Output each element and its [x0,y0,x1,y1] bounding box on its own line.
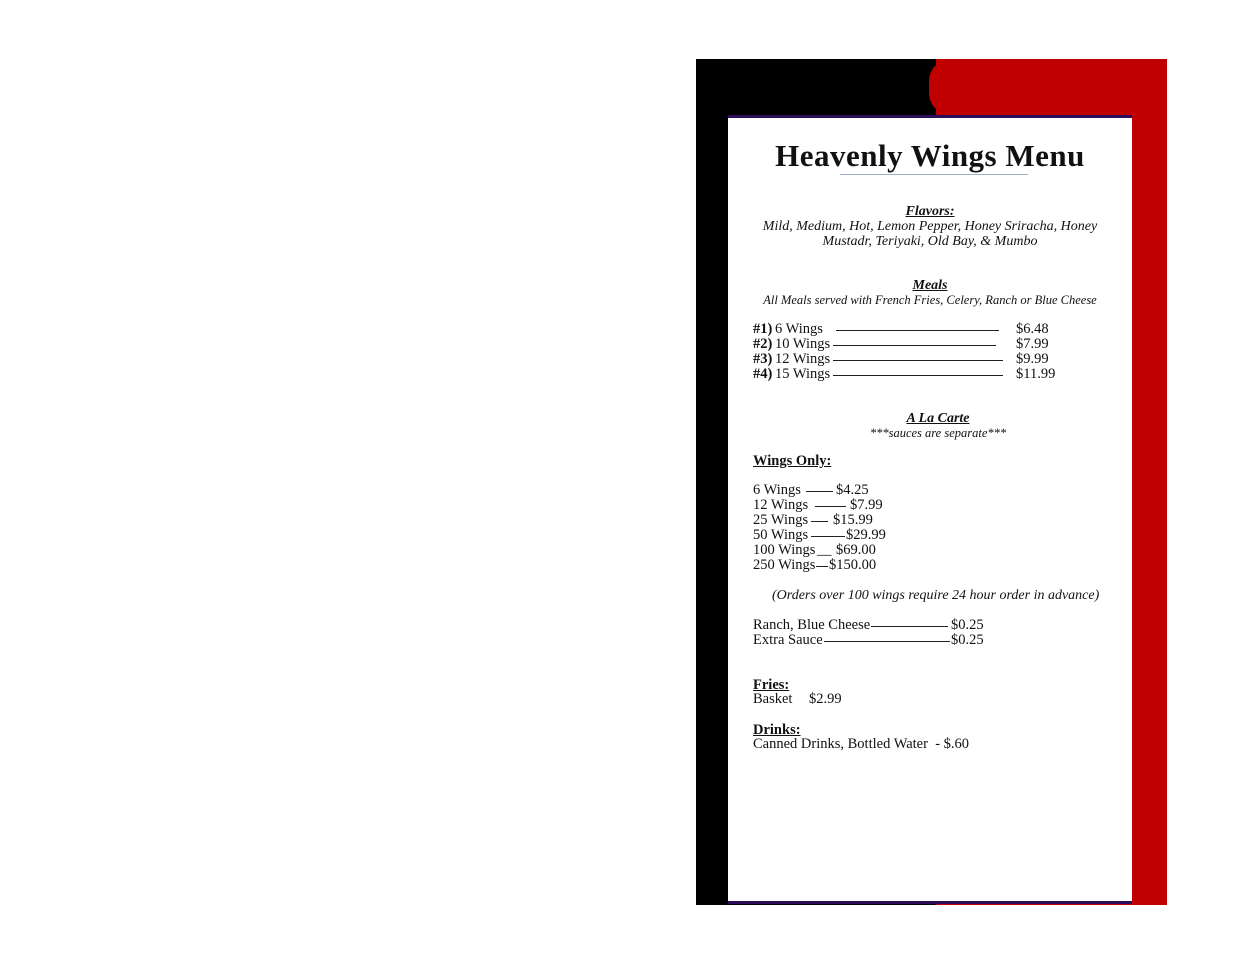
meal-number: #4) [753,366,773,382]
meal-price: $6.48 [1016,321,1049,337]
wings-price: $150.00 [829,557,877,573]
wings-label: 12 Wings [753,497,809,513]
leader-line [806,491,833,492]
flavors-line-2: Mustadr, Teriyaki, Old Bay, & Mumbo [822,234,1038,249]
menu-sheet [728,115,1132,904]
leader-line [833,375,1003,376]
wings-price: $15.99 [833,512,873,528]
wings-separator: __ [817,542,832,558]
drinks-item: Canned Drinks, Bottled Water - $.60 [753,736,970,752]
leader-line [833,345,996,346]
meal-number: #2) [753,336,773,352]
leader-line [836,330,999,331]
extra-price: $0.25 [951,632,984,648]
leader-line [871,626,948,627]
meals-heading: Meals [912,278,948,293]
title-underline [840,174,1028,175]
meal-label: 6 Wings [775,321,823,337]
wings-price: $4.25 [836,482,869,498]
fries-price: $2.99 [809,691,842,707]
sauces-note: ***sauces are separate*** [869,426,1007,440]
meal-label: 15 Wings [775,366,831,382]
meal-label: 12 Wings [775,351,831,367]
leader-line [815,506,846,507]
meal-price: $7.99 [1016,336,1049,352]
leader-line [811,536,845,537]
wings-price: $29.99 [846,527,886,543]
wings-label: 6 Wings [753,482,801,498]
meal-price: $9.99 [1016,351,1049,367]
flavors-line-1: Mild, Medium, Hot, Lemon Pepper, Honey Sriracha, Honey [762,219,1098,234]
wings-price: $7.99 [850,497,883,513]
a-la-carte-heading: A La Carte [906,411,970,426]
leader-line [833,360,1003,361]
meal-price: $11.99 [1016,366,1056,382]
leader-line [811,521,828,522]
leader-line [816,566,828,567]
meal-number: #1) [753,321,773,337]
fries-heading: Fries: [753,677,790,693]
wings-label: 50 Wings [753,527,809,543]
menu-frame-notch [929,59,969,115]
wings-label: 100 Wings [753,542,816,558]
meal-label: 10 Wings [775,336,831,352]
extra-label: Extra Sauce [753,632,823,648]
wings-price: $69.00 [836,542,876,558]
wings-only-heading: Wings Only: [753,453,832,469]
wings-label: 25 Wings [753,512,809,528]
extra-label: Ranch, Blue Cheese [753,617,871,633]
meal-number: #3) [753,351,773,367]
wings-label: 250 Wings [753,557,816,573]
meals-subtitle: All Meals served with French Fries, Celery, Ranch or Blue Cheese [763,293,1097,307]
extra-price: $0.25 [951,617,984,633]
menu-title: Heavenly Wings Menu [775,138,1085,173]
fries-item: Basket [753,691,793,707]
flavors-heading: Flavors: [905,204,955,219]
drinks-heading: Drinks: [753,722,801,738]
leader-line [824,641,950,642]
advance-order-note: (Orders over 100 wings require 24 hour order in advance) [772,588,1100,603]
